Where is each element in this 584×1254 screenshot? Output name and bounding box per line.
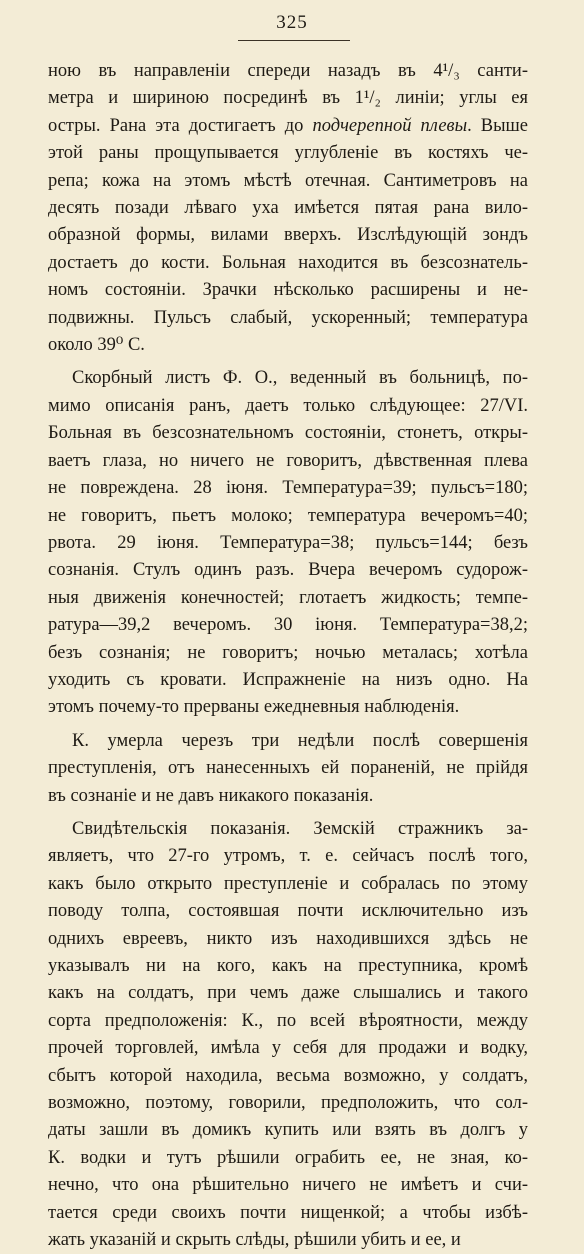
text-line: К. водки и тутъ рѣшили ограбить ее, не зная, ко- [48, 1147, 528, 1168]
body-text [48, 58, 528, 1254]
text-line: этой раны прощупывается углубленіе въ костяхъ че- [48, 143, 528, 164]
text-line: достаетъ до кости. Больная находится въ безсознатель- [48, 252, 528, 273]
text-line: безъ сознанія; не говоритъ; ночью металась; хотѣла [48, 642, 528, 663]
text-line: не повреждена. 28 іюня. Температура=39; пульсъ=180; [48, 478, 528, 499]
text-line: номъ состояніи. Зрачки нѣсколько расширены и не- [48, 280, 528, 301]
text-line: десять позади лѣваго уха имѣется пятая рана вило- [48, 198, 528, 219]
text-line: метра и шириною посрединѣ въ 1¹/₂ линіи; углы ея [48, 88, 528, 109]
text-line: указывалъ ни на кого, какъ на преступника, кромѣ [48, 956, 528, 976]
text-line: уходить съ кровати. Испражненіе на низъ одно. На [48, 669, 528, 690]
italic-term: подчерепной плевы [312, 115, 468, 136]
text-line: прочей торговлей, имѣла у себя для продажи и водку, [48, 1038, 528, 1059]
text-line: репа; кожа на этомъ мѣстѣ отечная. Сантиметровъ на [48, 170, 528, 191]
text-line: тается среди своихъ почти нищенкой; а чтобы избѣ- [48, 1202, 528, 1223]
text-line: какъ было открыто преступленіе и собралась по этому [48, 873, 528, 894]
text-line: ратура—39,2 вечеромъ. 30 іюня. Температура=38,2; [48, 615, 528, 636]
text-line: остры. Рана эта достигаетъ до подчерепной плевы. Выше [48, 115, 529, 136]
text-line: однихъ евреевъ, никто изъ находившихся здѣсь не [48, 928, 528, 949]
text-line: являетъ, что 27-го утромъ, т. е. сейчасъ послѣ того, [48, 846, 528, 867]
text-line: не говоритъ, пьетъ молоко; температура вечеромъ=40; [48, 505, 528, 526]
text-line: ныя движенія конечностей; глотаетъ жидкость; темпе- [48, 587, 528, 608]
text-line: въ сознаніе и не давъ никакого показанія. [48, 785, 374, 806]
header-rule [238, 40, 350, 41]
text-line: поводу толпа, состоявшая почти исключительно изъ [48, 901, 528, 922]
text-line: К. умерла черезъ три недѣли послѣ совершенія [72, 730, 528, 751]
text-line: подвижны. Пульсъ слабый, ускоренный; температура [48, 307, 528, 328]
text-line: Свидѣтельскія показанія. Земскій стражникъ за- [72, 818, 528, 839]
text-line: Больная въ безсознательномъ состояніи, стонетъ, откры- [48, 423, 528, 444]
text-line: возможно, поэтому, говорили, предположить, что сол- [48, 1093, 528, 1114]
text-line: нечно, что она рѣшительно ничего не имѣетъ и счи- [48, 1175, 528, 1196]
text-line: ною въ направленіи спереди назадъ въ 4¹/₃ санти- [48, 61, 528, 81]
page-number: 325 [276, 12, 308, 33]
text-line: даты зашли въ домикъ купить или взять въ долгъ у [48, 1120, 528, 1141]
text-line: ваетъ глаза, но ничего не говоритъ, дѣвственная плева [48, 450, 528, 471]
text-line: Скорбный листъ Ф. О., веденный въ больницѣ, по- [72, 368, 528, 389]
text-line: рвота. 29 іюня. Температура=38; пульсъ=144; безъ [48, 532, 528, 553]
text-line: какъ на солдатъ, при чемъ даже слышались и такого [48, 983, 528, 1004]
text-line: образной формы, вилами вверхъ. Изслѣдующій зондъ [48, 225, 528, 246]
text-line: жать указаній и скрыть слѣды, рѣшили убить и ее, и [48, 1230, 461, 1251]
text-line: сознанія. Стулъ одинъ разъ. Вчера вечеромъ судорож- [48, 560, 528, 581]
text-line: мимо описанія ранъ, даетъ только слѣдующее: 27/VI. [48, 395, 528, 416]
text-line: сбытъ которой находила, весьма возможно, у солдатъ, [48, 1065, 528, 1086]
text-line: преступленія, отъ нанесенныхъ ей пораненій, не прійдя [48, 758, 528, 779]
text-line: сорта предположенія: К., по всей вѣроятности, между [48, 1010, 528, 1031]
text-line: около 39⁰ С. [48, 335, 145, 356]
text-line: этомъ почему-то прерваны ежедневныя наблюденія. [48, 697, 460, 718]
